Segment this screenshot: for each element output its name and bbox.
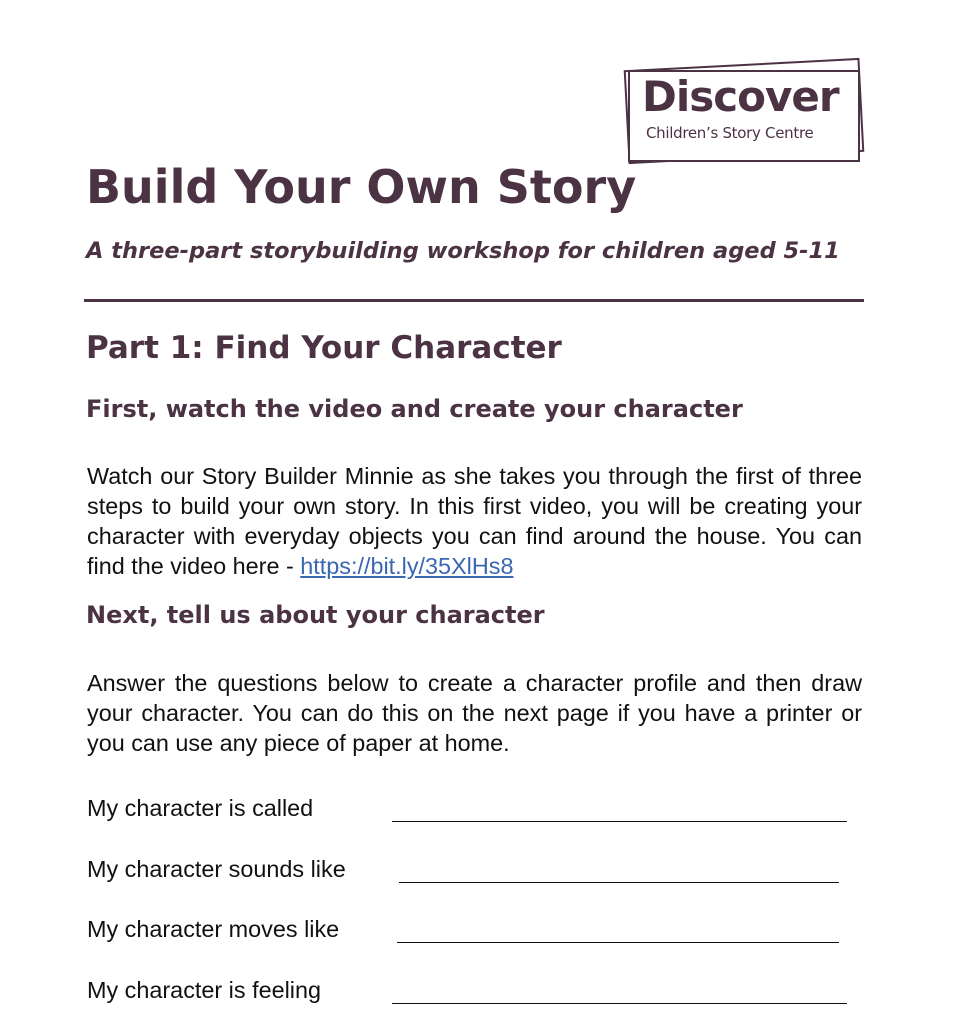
- field-feeling: [87, 977, 867, 1009]
- logo-subtitle: Children’s Story Centre: [646, 124, 814, 142]
- video-link[interactable]: https://bit.ly/35XlHs8: [300, 553, 514, 579]
- logo-wordmark: Discover: [642, 72, 839, 121]
- field-called-label: My character is called: [87, 795, 314, 821]
- discover-logo: [616, 58, 874, 170]
- section-watch-body: Watch our Story Builder Minnie as she takes you through the first of three steps to build your own story. In this first video, you will be creating your character with everyday objects you can find around the house. You can find the video here -: [87, 463, 862, 579]
- field-moves: [87, 916, 867, 948]
- field-sounds: [87, 856, 867, 888]
- page-title: Build Your Own Story: [86, 160, 637, 214]
- field-moves-label: My character moves like: [87, 916, 340, 942]
- section-tell-text: Answer the questions below to create a character profile and then draw your character. You can do this on the next page if you have a printer or you can use any piece of paper at home.: [87, 670, 862, 756]
- field-feeling-label: My character is feeling: [87, 977, 321, 1003]
- part1-heading: Part 1: Find Your Character: [86, 330, 562, 366]
- field-called: [87, 795, 867, 827]
- field-moves-blank[interactable]: [397, 942, 839, 943]
- field-called-blank[interactable]: [392, 821, 847, 822]
- section-tell-heading: Next, tell us about your character: [86, 601, 545, 629]
- field-sounds-blank[interactable]: [399, 882, 839, 883]
- field-sounds-label: My character sounds like: [87, 856, 346, 882]
- divider-rule: [84, 299, 864, 302]
- field-feeling-blank[interactable]: [392, 1003, 847, 1004]
- page-subtitle: A three-part storybuilding workshop for children aged 5-11: [86, 238, 840, 264]
- section-watch-heading: First, watch the video and create your character: [86, 395, 743, 423]
- section-watch-text: [87, 461, 862, 581]
